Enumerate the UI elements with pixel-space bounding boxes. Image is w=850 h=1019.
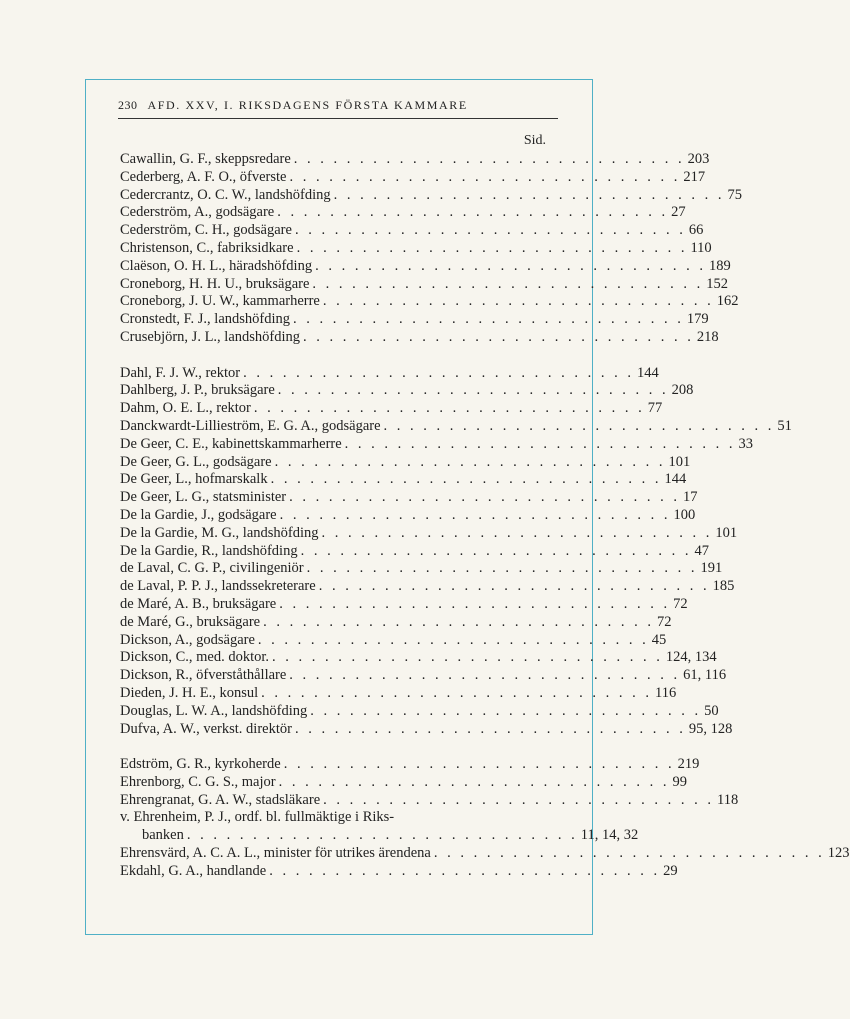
index-entries	[120, 151, 850, 881]
entry-page: 208	[671, 382, 694, 399]
entry-page: 101	[668, 453, 691, 470]
entry-page: 203	[687, 151, 710, 167]
dot-leader: . . . . . . . . . . . . . . . . . . . . . . . . . . . . . .	[315, 257, 706, 274]
index-entry	[120, 827, 639, 845]
entry-page: 219	[677, 756, 700, 773]
group-separator	[120, 738, 546, 756]
index-entry	[120, 791, 739, 810]
running-title: AFD. XXV, I. RIKSDAGENS FÖRSTA KAMMARE	[147, 98, 468, 112]
entry-page: 33	[738, 435, 754, 452]
index-entry	[120, 720, 733, 739]
entry-name: De Geer, L. G., statsminister	[120, 489, 287, 506]
dot-leader: . . . . . . . . . . . . . . . . . . . . . . . . . . . . . .	[270, 471, 662, 488]
dot-leader: . . . . . . . . . . . . . . . . . . . . . . . . . . . . . .	[263, 613, 654, 630]
entry-page: 118	[717, 791, 739, 808]
dot-leader: . . . . . . . . . . . . . . . . . . . . . . . . . . . . . .	[310, 702, 702, 719]
entry-page: 27	[671, 204, 686, 221]
index-entry	[120, 382, 694, 400]
index-entry	[120, 275, 729, 294]
index-entry	[120, 186, 742, 205]
entry-page: 110	[690, 239, 712, 256]
entry-name: de Laval, C. G. P., civilingeniör	[120, 560, 304, 577]
entry-page: 72	[673, 595, 688, 612]
dot-leader: . . . . . . . . . . . . . . . . . . . . . . . . . . . . . .	[253, 400, 645, 417]
entry-page: 95, 128	[688, 720, 733, 737]
index-entry	[120, 328, 719, 347]
index-entry	[120, 222, 704, 240]
index-entry	[120, 471, 687, 489]
entry-page: 152	[706, 275, 729, 292]
entry-page: 185	[712, 578, 735, 595]
entry-name: Cederberg, A. F. O., öfverste	[120, 168, 287, 185]
index-entry	[120, 756, 700, 774]
index-entry	[120, 453, 691, 472]
dot-leader: . . . . . . . . . . . . . . . . . . . . . . . . . . . . . .	[294, 720, 686, 737]
entry-name: Cedercrantz, O. C. W., landshöfding	[120, 186, 331, 203]
entry-name: Ehrengranat, G. A. W., stadsläkare	[120, 791, 321, 808]
entry-page: 61, 116	[683, 667, 727, 684]
index-entry	[120, 506, 696, 525]
dot-leader: . . . . . . . . . . . . . . . . . . . . . . . . . . . . . .	[277, 204, 669, 221]
dot-leader: . . . . . . . . . . . . . . . . . . . . . . . . . . . . . .	[312, 275, 704, 292]
dot-leader: . . . . . . . . . . . . . . . . . . . . . . . . . . . . . .	[261, 684, 653, 701]
index-entry	[120, 631, 667, 650]
index-entry	[120, 578, 735, 596]
index-entry	[120, 613, 672, 632]
entry-name: Dahl, F. J. W., rektor	[120, 364, 241, 381]
dot-leader: . . . . . . . . . . . . . . . . . . . . . . . . . . . . . .	[300, 542, 692, 559]
entry-page: 101	[715, 524, 738, 541]
entry-page: 191	[700, 560, 723, 577]
index-entry	[120, 809, 546, 827]
index-entry	[120, 542, 709, 561]
entry-name: Ekdahl, G. A., handlande	[120, 862, 267, 879]
dot-leader: . . . . . . . . . . . . . . . . . . . . . . . . . . . . . .	[279, 506, 671, 523]
index-entry	[120, 524, 738, 543]
entry-page: 11, 14, 32	[580, 827, 639, 844]
entry-name: Ehrensvärd, A. C. A. L., minister för utrikes ärendena	[120, 845, 431, 862]
dot-leader: . . . . . . . . . . . . . . . . . . . . . . . . . . . . . .	[333, 186, 725, 203]
entry-name: Ehrenborg, C. G. S., major	[120, 773, 276, 790]
dot-leader: . . . . . . . . . . . . . . . . . . . . . . . . . . . . . .	[294, 222, 686, 239]
entry-name: de Laval, P. P. J., landssekreterare	[120, 578, 316, 595]
index-entry	[120, 489, 698, 507]
index-entry	[120, 311, 709, 329]
running-header	[118, 98, 558, 113]
dot-leader: . . . . . . . . . . . . . . . . . . . . . . . . . . . . . .	[303, 328, 694, 345]
entry-page: 124, 134	[665, 649, 717, 666]
dot-leader: . . . . . . . . . . . . . . . . . . . . . . . . . . . . . .	[323, 791, 715, 808]
page-number: 230	[118, 98, 138, 112]
entry-page: 66	[688, 222, 704, 239]
entry-page: 45	[651, 631, 667, 648]
entry-name: Cawallin, G. F., skeppsredare	[120, 151, 291, 167]
dot-leader: . . . . . . . . . . . . . . . . . . . . . . . . . . . . . .	[243, 364, 634, 381]
dot-leader: . . . . . . . . . . . . . . . . . . . . . . . . . . . . . .	[272, 649, 663, 666]
entry-page: 217	[683, 168, 706, 185]
entry-name: Dufva, A. W., verkst. direktör	[120, 720, 292, 737]
index-entry	[120, 560, 723, 578]
entry-page: 72	[656, 613, 672, 630]
index-entry	[120, 649, 717, 667]
entry-page: 189	[708, 257, 731, 274]
entry-name: De la Gardie, J., godsägare	[120, 506, 277, 523]
dot-leader: . . . . . . . . . . . . . . . . . . . . . . . . . . . . . .	[383, 417, 775, 434]
entry-name: Edström, G. R., kyrkoherde	[120, 756, 281, 773]
header-rule	[118, 118, 558, 119]
index-entry	[120, 773, 687, 792]
dot-leader: . . . . . . . . . . . . . . . . . . . . . . . . . . . . . .	[321, 524, 713, 541]
dot-leader: . . . . . . . . . . . . . . . . . . . . . . . . . . . . . .	[269, 862, 661, 879]
entry-name: Croneborg, H. H. U., bruksägare	[120, 275, 310, 292]
dot-leader: . . . . . . . . . . . . . . . . . . . . . . . . . . . . . .	[289, 667, 681, 684]
index-entry	[120, 257, 731, 276]
index-entry	[120, 400, 663, 418]
entry-name: Dickson, C., med. doktor.	[120, 649, 270, 666]
dot-leader: . . . . . . . . . . . . . . . . . . . . . . . . . . . . . .	[293, 151, 685, 167]
group-separator	[120, 347, 546, 365]
index-entry	[120, 435, 754, 454]
entry-name: Christenson, C., fabriksidkare	[120, 239, 294, 256]
dot-leader: . . . . . . . . . . . . . . . . . . . . . . . . . . . . . .	[433, 845, 825, 862]
index-entry	[120, 364, 659, 383]
entry-name: de Maré, A. B., bruksägare	[120, 595, 277, 612]
entry-name: Cederström, C. H., godsägare	[120, 222, 292, 239]
dot-leader: . . . . . . . . . . . . . . . . . . . . . . . . . . . . . .	[283, 756, 675, 773]
dot-leader: . . . . . . . . . . . . . . . . . . . . . . . . . . . . . .	[277, 382, 669, 399]
dot-leader: . . . . . . . . . . . . . . . . . . . . . . . . . . . . . .	[279, 595, 671, 612]
index-entry	[120, 293, 739, 311]
dot-leader: . . . . . . . . . . . . . . . . . . . . . . . . . . . . . .	[278, 773, 670, 790]
entry-name: Croneborg, J. U. W., kammarherre	[120, 293, 320, 310]
entry-name: Crusebjörn, J. L., landshöfding	[120, 328, 301, 345]
entry-page: 100	[673, 506, 696, 523]
entry-page: 29	[663, 862, 678, 879]
dot-leader: . . . . . . . . . . . . . . . . . . . . . . . . . . . . . .	[289, 489, 681, 506]
entry-name: Dahlberg, J. P., bruksägare	[120, 382, 275, 399]
entry-page: 179	[686, 311, 709, 328]
entry-page: 75	[727, 186, 742, 203]
index-entry	[120, 417, 792, 436]
entry-name: Douglas, L. W. A., landshöfding	[120, 702, 308, 719]
index-entry	[120, 667, 727, 685]
dot-leader: . . . . . . . . . . . . . . . . . . . . . . . . . . . . . .	[296, 239, 688, 256]
entry-name: de Maré, G., bruksägare	[120, 613, 261, 630]
index-entry	[120, 595, 688, 614]
index-entry	[120, 702, 719, 721]
entry-name: banken	[142, 827, 184, 844]
dot-leader: . . . . . . . . . . . . . . . . . . . . . . . . . . . . . .	[318, 578, 710, 595]
entry-name: Claëson, O. H. L., häradshöfding	[120, 257, 313, 274]
entry-page: 144	[636, 364, 659, 381]
entry-page: 47	[694, 542, 709, 559]
index-entry	[120, 845, 850, 863]
dot-leader: . . . . . . . . . . . . . . . . . . . . . . . . . . . . . .	[274, 453, 666, 470]
entry-name: v. Ehrenheim, P. J., ordf. bl. fullmäktige i Riks-	[120, 809, 395, 826]
index-entry	[120, 684, 677, 703]
entry-name: Dickson, A., godsägare	[120, 631, 255, 648]
entry-name: Cronstedt, F. J., landshöfding	[120, 311, 291, 328]
entry-page: 144	[664, 471, 687, 488]
entry-name: Dieden, J. H. E., konsul	[120, 684, 259, 701]
index-entry	[120, 862, 678, 881]
entry-name: Dickson, R., öfverståthållare	[120, 667, 287, 684]
entry-name: De la Gardie, M. G., landshöfding	[120, 524, 319, 541]
dot-leader: . . . . . . . . . . . . . . . . . . . . . . . . . . . . . .	[186, 827, 578, 844]
dot-leader: . . . . . . . . . . . . . . . . . . . . . . . . . . . . . .	[306, 560, 698, 577]
dot-leader: . . . . . . . . . . . . . . . . . . . . . . . . . . . . . .	[344, 435, 736, 452]
entry-page: 116	[655, 684, 677, 701]
entry-name: De Geer, L., hofmarskalk	[120, 471, 268, 488]
index-entry	[120, 239, 712, 258]
entry-page: 77	[647, 400, 663, 417]
index-entry	[120, 151, 710, 169]
entry-page: 123	[827, 845, 850, 862]
dot-leader: . . . . . . . . . . . . . . . . . . . . . . . . . . . . . .	[289, 168, 681, 185]
entry-name: Danckwardt-Lillieström, E. G. A., godsägare	[120, 417, 381, 434]
entry-name: De Geer, G. L., godsägare	[120, 453, 272, 470]
dot-leader: . . . . . . . . . . . . . . . . . . . . . . . . . . . . . .	[322, 293, 714, 310]
entry-page: 162	[716, 293, 739, 310]
index-entry	[120, 168, 706, 187]
page-column-label: Sid.	[523, 133, 546, 148]
entry-page: 99	[672, 773, 687, 790]
entry-page: 218	[696, 328, 719, 345]
entry-name: De la Gardie, R., landshöfding	[120, 542, 298, 559]
entry-page: 51	[777, 417, 792, 434]
entry-name: De Geer, C. E., kabinettskammarherre	[120, 435, 342, 452]
dot-leader: . . . . . . . . . . . . . . . . . . . . . . . . . . . . . .	[293, 311, 684, 328]
entry-page: 17	[683, 489, 698, 506]
index-entry	[120, 204, 686, 222]
entry-name: Cederström, A., godsägare	[120, 204, 275, 221]
entry-page: 50	[704, 702, 719, 719]
dot-leader: . . . . . . . . . . . . . . . . . . . . . . . . . . . . . .	[257, 631, 649, 648]
entry-name: Dahm, O. E. L., rektor	[120, 400, 251, 417]
